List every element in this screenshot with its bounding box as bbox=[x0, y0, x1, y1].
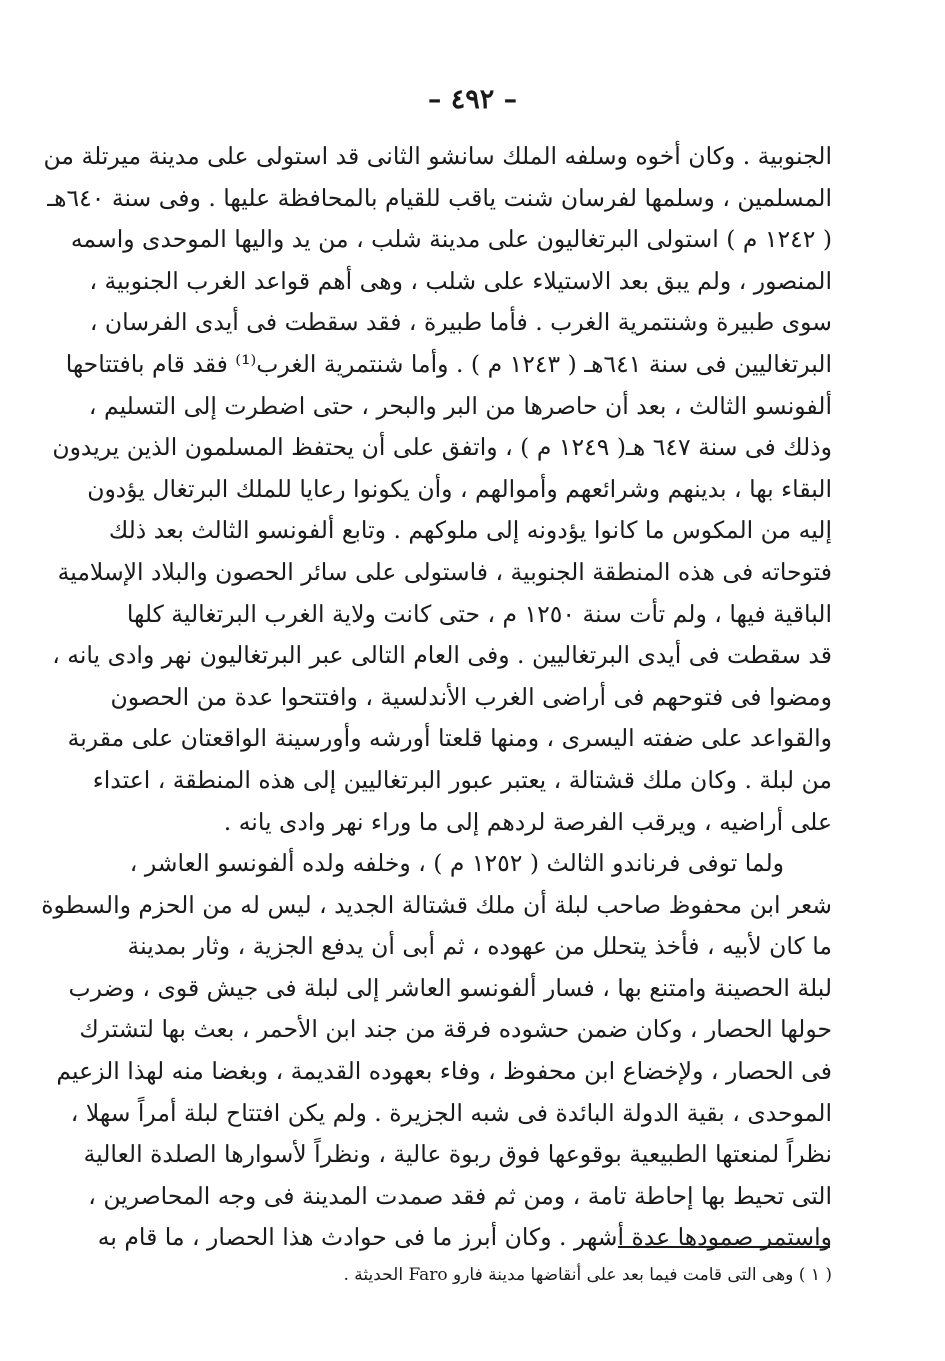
text-line: شعر ابن محفوظ صاحب لبلة أن ملك قشتالة الجديد ، ليس له من الحزم والسطوة bbox=[41, 890, 832, 919]
footnote-divider bbox=[618, 1246, 830, 1248]
text-line: فى الحصار ، ولإخضاع ابن محفوظ ، وفاء بعهوده القديمة ، وبغضا منه لهذا الزعيم bbox=[56, 1057, 832, 1086]
text-line: والقواعد على ضفته اليسرى ، ومنها قلعتا أورشه وأورسينة الواقعتان على مقربة bbox=[67, 724, 832, 753]
text-line: ( ١٢٤٢ م ) استولى البرتغاليون على مدينة شلب ، من يد واليها الموحدى واسمه bbox=[70, 225, 832, 254]
paragraph-first-line: ولما توفى فرناندو الثالث ( ١٢٥٢ م ) ، وخلفه ولده ألفونسو العاشر ، bbox=[129, 849, 784, 878]
text-line: الباقية فيها ، ولم تأت سنة ١٢٥٠ م ، حتى كانت ولاية الغرب البرتغالية كلها bbox=[126, 599, 832, 628]
text-line: المنصور ، ولم يبق بعد الاستيلاء على شلب ، وهى أهم قواعد الغرب الجنوبية ، bbox=[89, 266, 832, 295]
footnote: ( ١ ) وهى التى قامت فيما بعد على أنقاضها مدينة فارو Faro الحديثة . bbox=[343, 1265, 832, 1285]
text-line: لبلة الحصينة وامتنع بها ، فسار ألفونسو العاشر إلى لبلة فى جيش قوى ، وضرب bbox=[68, 973, 832, 1002]
text-line: الموحدى ، بقية الدولة البائدة فى شبه الجزيرة . ولم يكن افتتاح لبلة أمراً سهلا ، bbox=[70, 1098, 832, 1127]
text-line: وذلك فى سنة ٦٤٧ هـ( ١٢٤٩ م ) ، واتفق على أن يحتفظ المسلمون الذين يريدون bbox=[52, 433, 832, 462]
text-line: ألفونسو الثالث ، بعد أن حاصرها من البر والبحر ، حتى اضطرت إلى التسليم ، bbox=[88, 391, 832, 420]
page-number: – ٤٩٢ – bbox=[427, 84, 518, 115]
text-line: البقاء بها ، بدينهم وشرائعهم وأموالهم ، وأن يكونوا رعايا للملك البرتغال يؤدون bbox=[87, 474, 832, 503]
text-line: إليه من المكوس ما كانوا يؤدونه إلى ملوكهم . وتابع ألفونسو الثالث بعد ذلك bbox=[108, 516, 832, 545]
text-line: الجنوبية . وكان أخوه وسلفه الملك سانشو الثانى قد استولى على مدينة ميرتلة من bbox=[43, 142, 832, 170]
text-line: ما كان لأبيه ، فأخذ يتحلل من عهوده ، ثم أبى أن يدفع الجزية ، وثار بمدينة bbox=[127, 932, 832, 961]
text-line: نظراً لمنعتها الطبيعية بوقوعها فوق ربوة عالية ، ونظراً لأسوارها الصلدة العالية bbox=[83, 1140, 832, 1169]
text-line: فتوحاته فى هذه المنطقة الجنوبية ، فاستولى على سائر الحصون والبلاد الإسلامية bbox=[57, 557, 832, 586]
paragraph-last-line: على أراضيه ، ويرقب الفرصة لردهم إلى ما وراء نهر وادى يانه . bbox=[223, 807, 832, 836]
text-line: ومضوا فى فتوحهم فى أراضى الغرب الأندلسية ، وافتتحوا عدة من الحصون bbox=[110, 682, 832, 711]
text-line: سوى طبيرة وشنتمرية الغرب . فأما طبيرة ، فقد سقطت فى أيدى الفرسان ، bbox=[89, 308, 832, 337]
text-line: حولها الحصار ، وكان ضمن حشوده فرقة من جند ابن الأحمر ، بعث بها لتشترك bbox=[79, 1015, 832, 1044]
text-line: البرتغاليين فى سنة ٦٤١هـ ( ١٢٤٣ م ) . وأما شنتمرية الغرب⁽¹⁾ فقد قام بافتتاحها bbox=[65, 349, 832, 378]
text-line: التى تحيط بها إحاطة تامة ، ومن ثم فقد صمدت المدينة فى وجه المحاصرين ، bbox=[88, 1181, 832, 1210]
text-line: قد سقطت فى أيدى البرتغاليين . وفى العام التالى عبر البرتغاليون نهر وادى يانه ، bbox=[52, 641, 832, 670]
body-text bbox=[41, 136, 832, 1259]
text-line: المسلمين ، وسلمها لفرسان شنت ياقب للقيام بالمحافظة عليها . وفى سنة ٦٤٠هـ bbox=[47, 183, 832, 212]
text-line: واستمر صمودها عدة أشهر . وكان أبرز ما فى حوادث هذا الحصار ، ما قام به bbox=[97, 1223, 832, 1252]
text-line: من لبلة . وكان ملك قشتالة ، يعتبر عبور البرتغاليين إلى هذه المنطقة ، اعتداء bbox=[92, 765, 832, 794]
